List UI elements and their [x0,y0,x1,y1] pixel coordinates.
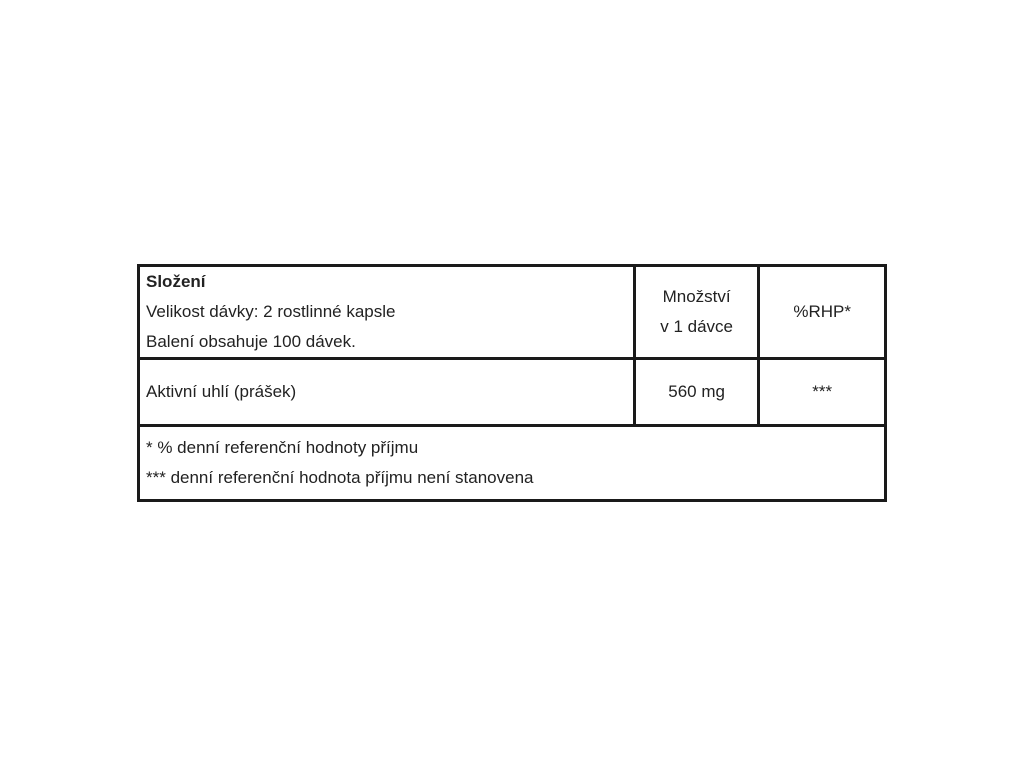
footnote-not-established: *** denní referenční hodnota příjmu není stanovena [146,468,534,487]
rhp-cell [759,359,886,426]
amount-header-line2: v 1 dávce [660,317,733,336]
serving-size-text: Velikost dávky: 2 rostlinné kapsle [146,302,396,321]
table-header-row [139,266,886,359]
composition-header-cell [139,266,635,359]
composition-title: Složení [146,272,206,291]
amount-header-line1: Množství [662,287,731,306]
rhp-header-label: %RHP* [793,302,851,321]
nutrition-table [137,264,887,502]
amount-cell [634,359,758,426]
amount-header-cell [634,266,758,359]
package-info-text: Balení obsahuje 100 dávek. [146,332,356,351]
ingredient-cell [139,359,635,426]
footnote-rhp: * % denní referenční hodnoty příjmu [146,438,419,457]
ingredient-name: Aktivní uhlí (prášek) [146,382,297,401]
ingredient-rhp: *** [812,382,833,401]
ingredient-amount: 560 mg [668,382,725,401]
notes-cell [139,426,886,501]
table-notes-row [139,426,886,501]
rhp-header-cell [759,266,886,359]
table-row [139,359,886,426]
